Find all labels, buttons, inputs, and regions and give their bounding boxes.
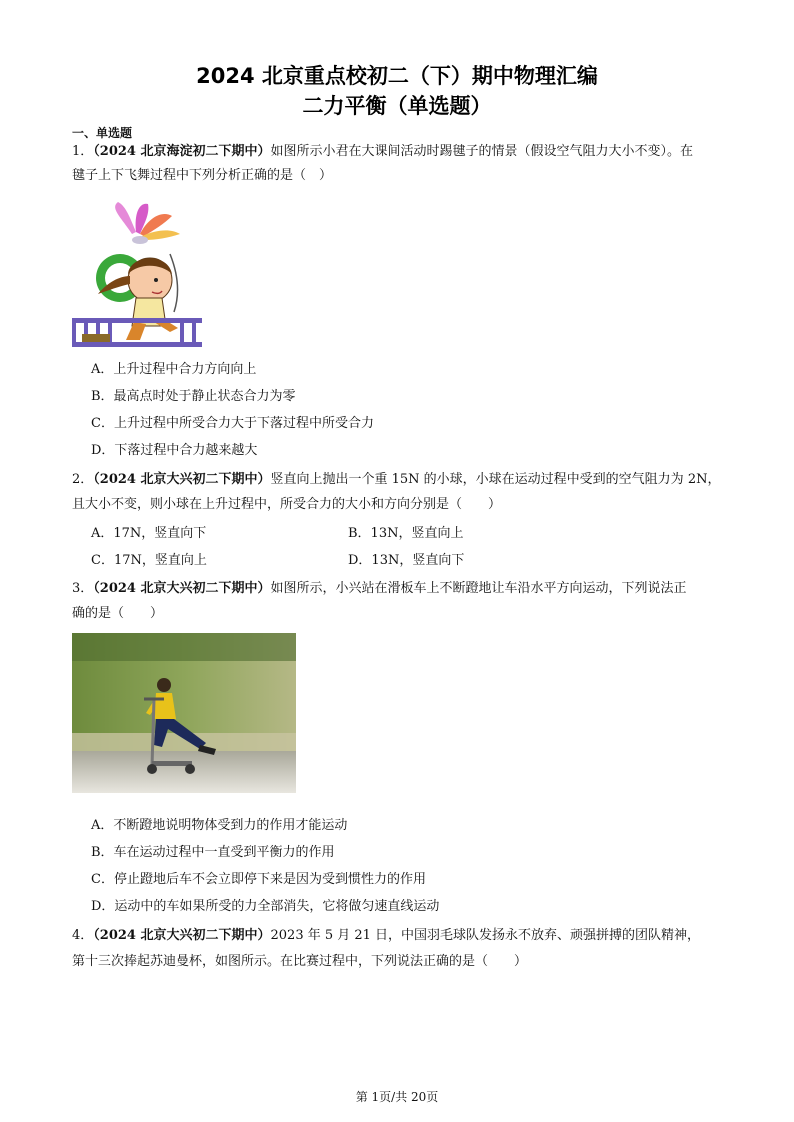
question-3-option-c: C．停止蹬地后车不会立即停下来是因为受到惯性力的作用 — [91, 872, 426, 887]
question-4-line-1 — [72, 928, 700, 944]
question-text: 竖直向上抛出一个重 15N 的小球，小球在运动过程中受到的空气阻力为 2N， — [270, 472, 721, 487]
question-3-option-d: D．运动中的车如果所受的力全部消失，它将做匀速直线运动 — [91, 899, 440, 914]
question-2-option-c: C．17N，竖直向上 — [91, 553, 207, 568]
question-2-line-2: 且大小不变，则小球在上升过程中，所受合力的大小和方向分别是（ ） — [72, 497, 502, 512]
question-3-option-b: B．车在运动过程中一直受到平衡力的作用 — [91, 845, 335, 860]
question-source: （2024 北京大兴初二下期中） — [93, 928, 271, 943]
question-text: 如图所示，小兴站在滑板车上不断蹬地让车沿水平方向运动，下列说法正 — [270, 581, 687, 596]
question-2-option-a: A．17N，竖直向下 — [91, 526, 207, 541]
scooter-boy-photo — [72, 633, 296, 793]
question-1-option-b: B．最高点时处于静止状态合力为零 — [91, 389, 296, 404]
question-2-line-1 — [72, 472, 720, 488]
shuttlecock-kicking-illustration — [70, 194, 206, 350]
question-1-option-a: A．上升过程中合力方向向上 — [91, 362, 257, 377]
section-heading: 一、单选题 — [72, 126, 133, 140]
question-text: 如图所示小君在大课间活动时踢毽子的情景（假设空气阻力大小不变）。在 — [270, 144, 694, 159]
question-number: 3． — [72, 581, 94, 596]
question-1-option-c: C．上升过程中所受合力大于下落过程中所受合力 — [91, 416, 374, 431]
question-1-option-d: D．下落过程中合力越来越大 — [91, 443, 258, 458]
question-2-option-d: D．13N，竖直向下 — [348, 553, 465, 568]
question-1-line-2: 毽子上下飞舞过程中下列分析正确的是（ ） — [72, 168, 333, 183]
question-4-line-2: 第十三次捧起苏迪曼杯，如图所示。在比赛过程中，下列说法正确的是（ ） — [72, 954, 528, 969]
question-number: 4． — [72, 928, 94, 943]
question-text: 2023 年 5 月 21 日，中国羽毛球队发扬永不放弃、顽强拼搏的团队精神， — [270, 928, 701, 943]
question-3-line-1 — [72, 581, 687, 597]
question-source: （2024 北京大兴初二下期中） — [93, 581, 271, 596]
question-3-line-2: 确的是（ ） — [72, 606, 164, 621]
question-1-line-1 — [72, 144, 693, 160]
question-2-option-b: B．13N，竖直向上 — [348, 526, 464, 541]
question-source: （2024 北京海淀初二下期中） — [93, 144, 271, 159]
page-footer: 第 1页/共 20页 — [355, 1090, 439, 1104]
question-3-option-a: A．不断蹬地说明物体受到力的作用才能运动 — [91, 818, 348, 833]
question-source: （2024 北京大兴初二下期中） — [93, 472, 271, 487]
question-number: 1． — [72, 144, 94, 159]
question-number: 2． — [72, 472, 94, 487]
page-subtitle: 二力平衡（单选题） — [302, 94, 492, 118]
page-title: 2024 北京重点校初二（下）期中物理汇编 — [196, 64, 598, 88]
